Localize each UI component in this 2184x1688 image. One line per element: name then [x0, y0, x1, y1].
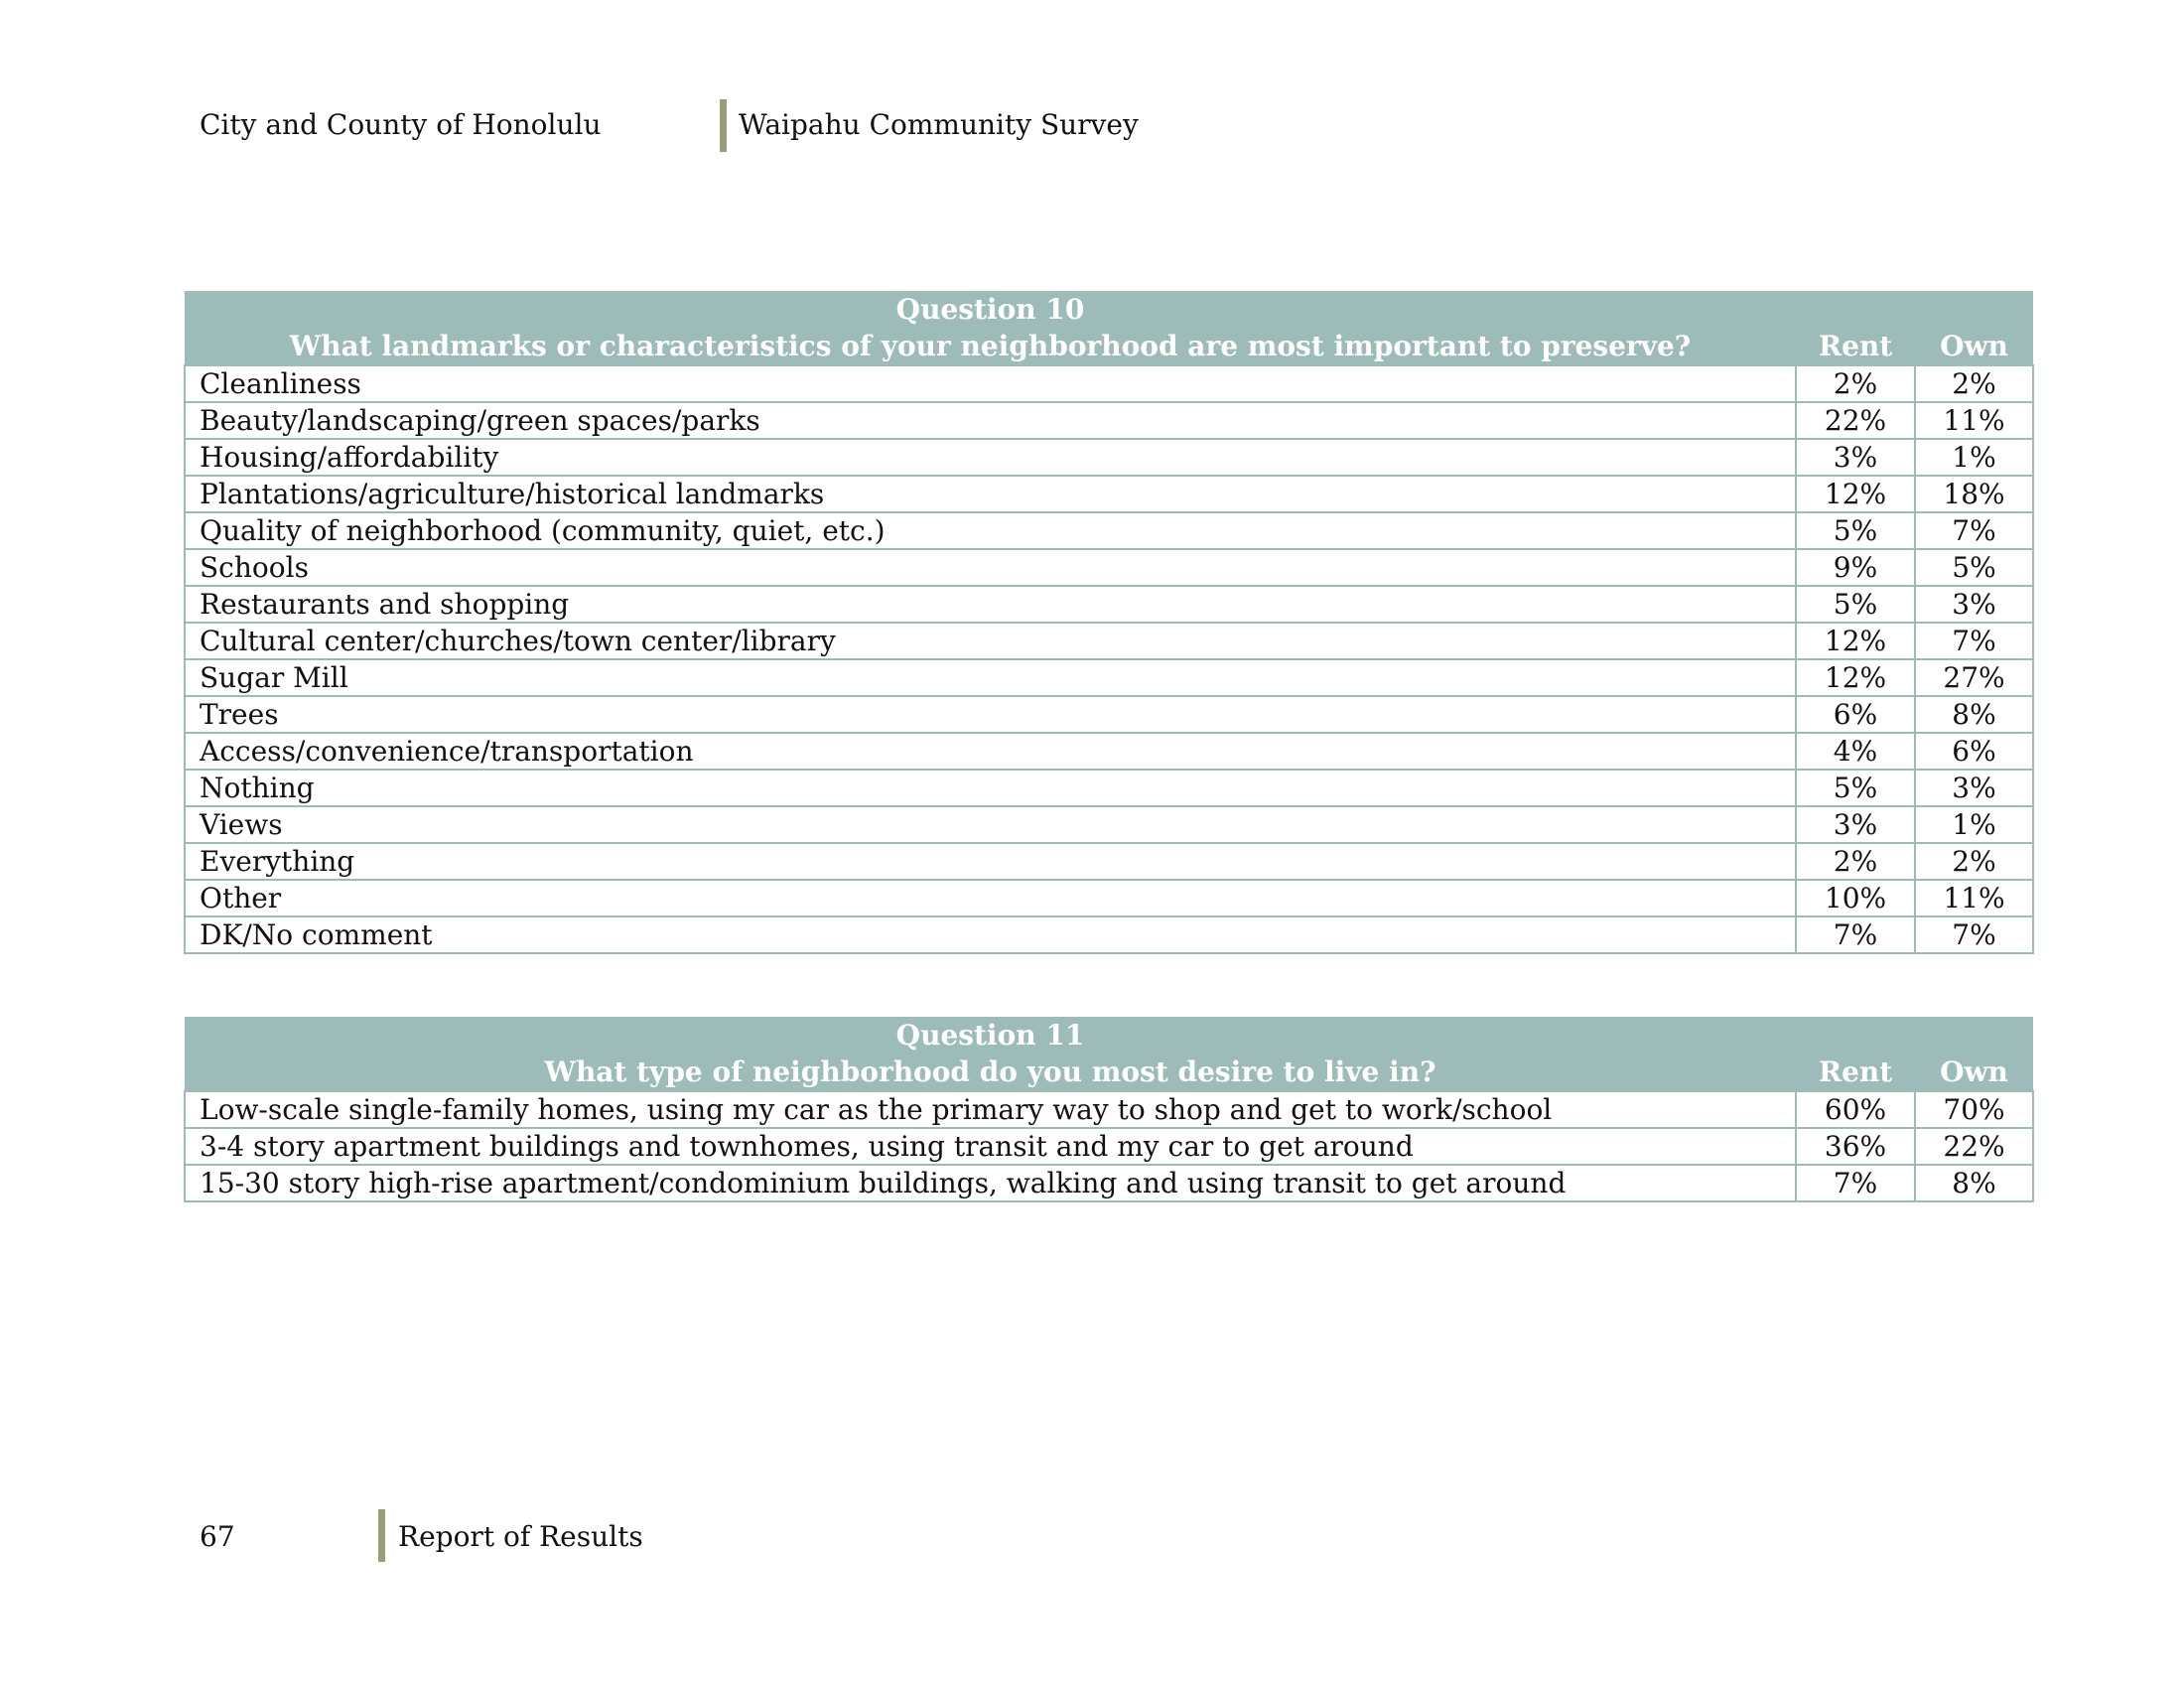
table-row: [185, 880, 2033, 916]
q10-own-header: Own: [1915, 328, 2033, 365]
table-row: [185, 549, 2033, 586]
own-value: 8%: [1915, 1165, 2033, 1201]
rent-value: 6%: [1796, 696, 1915, 733]
rent-value: 36%: [1796, 1128, 1915, 1165]
own-value: 22%: [1915, 1128, 2033, 1165]
row-label: Other: [185, 880, 1796, 916]
table-row: [185, 843, 2033, 880]
table-row: [185, 1128, 2033, 1165]
table-row: [185, 1091, 2033, 1128]
table-row: [185, 1165, 2033, 1201]
row-label: Access/convenience/transportation: [185, 733, 1796, 770]
rent-value: 2%: [1796, 365, 1915, 402]
table-row: [185, 586, 2033, 623]
own-value: 7%: [1915, 512, 2033, 549]
own-value: 27%: [1915, 659, 2033, 696]
own-value: 3%: [1915, 770, 2033, 806]
q10-question: What landmarks or characteristics of your neighborhood are most important to preserve?: [185, 328, 1796, 365]
rent-value: 22%: [1796, 402, 1915, 439]
row-label: Cleanliness: [185, 365, 1796, 402]
row-label: Restaurants and shopping: [185, 586, 1796, 623]
own-value: 2%: [1915, 843, 2033, 880]
header-organization: City and County of Honolulu: [200, 108, 602, 141]
own-value: 1%: [1915, 806, 2033, 843]
table-row: [185, 402, 2033, 439]
rent-value: 5%: [1796, 770, 1915, 806]
rent-value: 2%: [1796, 843, 1915, 880]
q11-own-header: Own: [1915, 1054, 2033, 1091]
footer-title: Report of Results: [398, 1520, 643, 1553]
own-value: 3%: [1915, 586, 2033, 623]
own-value: 7%: [1915, 623, 2033, 659]
table-row: [185, 512, 2033, 549]
row-label: Trees: [185, 696, 1796, 733]
header-divider: [720, 99, 727, 152]
own-value: 2%: [1915, 365, 2033, 402]
table-row: [185, 365, 2033, 402]
rent-value: 4%: [1796, 733, 1915, 770]
table-row: [185, 696, 2033, 733]
rent-value: 12%: [1796, 476, 1915, 512]
row-label: Nothing: [185, 770, 1796, 806]
table-row: [185, 806, 2033, 843]
rent-value: 12%: [1796, 623, 1915, 659]
rent-value: 9%: [1796, 549, 1915, 586]
own-value: 5%: [1915, 549, 2033, 586]
table-row: [185, 439, 2033, 476]
row-label: Beauty/landscaping/green spaces/parks: [185, 402, 1796, 439]
own-value: 70%: [1915, 1091, 2033, 1128]
rent-value: 5%: [1796, 512, 1915, 549]
row-label: 3-4 story apartment buildings and townhomes, using transit and my car to get around: [185, 1128, 1796, 1165]
row-label: Plantations/agriculture/historical landmarks: [185, 476, 1796, 512]
q10-rent-header: Rent: [1796, 328, 1915, 365]
rent-value: 12%: [1796, 659, 1915, 696]
table-row: [185, 916, 2033, 953]
own-value: 18%: [1915, 476, 2033, 512]
row-label: Schools: [185, 549, 1796, 586]
q11-header-spacer: [1915, 1017, 2033, 1054]
row-label: DK/No comment: [185, 916, 1796, 953]
own-value: 11%: [1915, 402, 2033, 439]
row-label: Sugar Mill: [185, 659, 1796, 696]
row-label: Quality of neighborhood (community, quiet, etc.): [185, 512, 1796, 549]
row-label: 15-30 story high-rise apartment/condominium buildings, walking and using transit to get around: [185, 1165, 1796, 1201]
page-number: 67: [200, 1520, 235, 1553]
row-label: Everything: [185, 843, 1796, 880]
rent-value: 60%: [1796, 1091, 1915, 1128]
table-row: [185, 733, 2033, 770]
question-11-table: [184, 1017, 2034, 1202]
own-value: 6%: [1915, 733, 2033, 770]
header-document-title: Waipahu Community Survey: [739, 108, 1139, 141]
rent-value: 7%: [1796, 1165, 1915, 1201]
question-10-table: [184, 291, 2034, 954]
own-value: 11%: [1915, 880, 2033, 916]
rent-value: 10%: [1796, 880, 1915, 916]
row-label: Views: [185, 806, 1796, 843]
own-value: 7%: [1915, 916, 2033, 953]
table-row: [185, 659, 2033, 696]
own-value: 8%: [1915, 696, 2033, 733]
table-row: [185, 476, 2033, 512]
q10-header-spacer: [1796, 291, 1915, 328]
table-row: [185, 623, 2033, 659]
rent-value: 7%: [1796, 916, 1915, 953]
row-label: Housing/affordability: [185, 439, 1796, 476]
q10-header-spacer: [1915, 291, 2033, 328]
q11-rent-header: Rent: [1796, 1054, 1915, 1091]
footer-divider: [378, 1509, 385, 1562]
own-value: 1%: [1915, 439, 2033, 476]
q11-header-spacer: [1796, 1017, 1915, 1054]
rent-value: 3%: [1796, 439, 1915, 476]
q10-title: Question 10: [185, 291, 1796, 328]
rent-value: 5%: [1796, 586, 1915, 623]
rent-value: 3%: [1796, 806, 1915, 843]
q11-title: Question 11: [185, 1017, 1796, 1054]
row-label: Low-scale single-family homes, using my car as the primary way to shop and get to work/school: [185, 1091, 1796, 1128]
table-row: [185, 770, 2033, 806]
row-label: Cultural center/churches/town center/library: [185, 623, 1796, 659]
q11-question: What type of neighborhood do you most desire to live in?: [185, 1054, 1796, 1091]
